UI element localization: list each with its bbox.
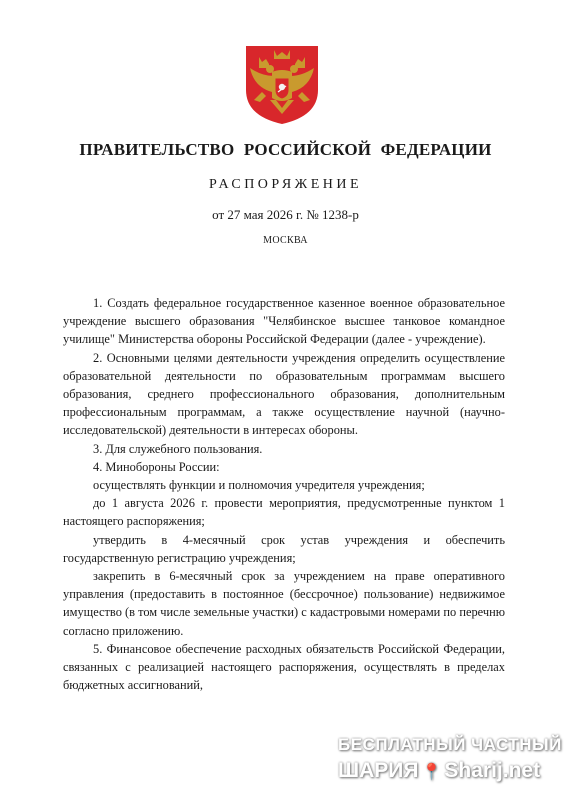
paragraph-1: 1. Создать федеральное государственное казенное военное образовательное учреждение высшего образования "Челябинское высшее танковое командное училище" Министерства обороны Российской Федерации (далее - учреждение). (63, 296, 505, 347)
paragraph-4-item: закрепить в 6-месячный срок за учреждением на праве оперативного управления (предоставить в постоянное (бессрочное) пользование) недвижимое имущество (в том числе земельные участки) с кадастровыми номерами по перечню согласно приложению. (63, 569, 505, 638)
paragraph-3: 3. Для служебного пользования. (93, 441, 263, 456)
watermark-line1: БЕСПЛАТНЫЙ ЧАСТНЫЙ (338, 735, 562, 754)
paragraph-2: 2. Основными целями деятельности учреждения определить осуществление образовательной деятельности по образовательным программам высшего образования, среднего профессионального образования, дополнительным профессиональным программам, а также осуществление научной (научно-исследовательской) деятельности в интересах обороны. (63, 350, 505, 438)
paragraph-4-item: до 1 августа 2026 г. провести мероприятия, предусмотренные пунктом 1 настоящего распоряжения; (63, 496, 505, 529)
document-date-number: от 27 мая 2026 г. № 1238-р (212, 207, 359, 222)
watermark-line2 (338, 759, 540, 783)
paragraph-4-item: осуществлять функции и полномочия учредителя учреждения; (93, 478, 425, 493)
coat-of-arms-icon (240, 42, 324, 126)
watermark-right: Sharij.net (444, 759, 541, 782)
paragraph-5: 5. Финансовое обеспечение расходных обязательств Российской Федерации, связанных с реализацией настоящего распоряжения, осуществлять в пределах бюджетных ассигнований, (63, 641, 505, 693)
document-city: МОСКВА (263, 235, 308, 246)
map-pin-icon: 📍 (421, 764, 442, 781)
paragraph-4: 4. Минобороны России: (93, 459, 220, 474)
watermark (336, 733, 566, 795)
document-body (63, 294, 505, 694)
paragraph-4-item: утвердить в 4-месячный срок устав учреждения и обеспечить государственную регистрацию учреждения; (63, 532, 505, 565)
watermark-left: ШАРИЯ (338, 759, 419, 782)
document-type: РАСПОРЯЖЕНИЕ (208, 177, 363, 192)
government-title: ПРАВИТЕЛЬСТВО РОССИЙСКОЙ ФЕДЕРАЦИИ (79, 140, 492, 159)
